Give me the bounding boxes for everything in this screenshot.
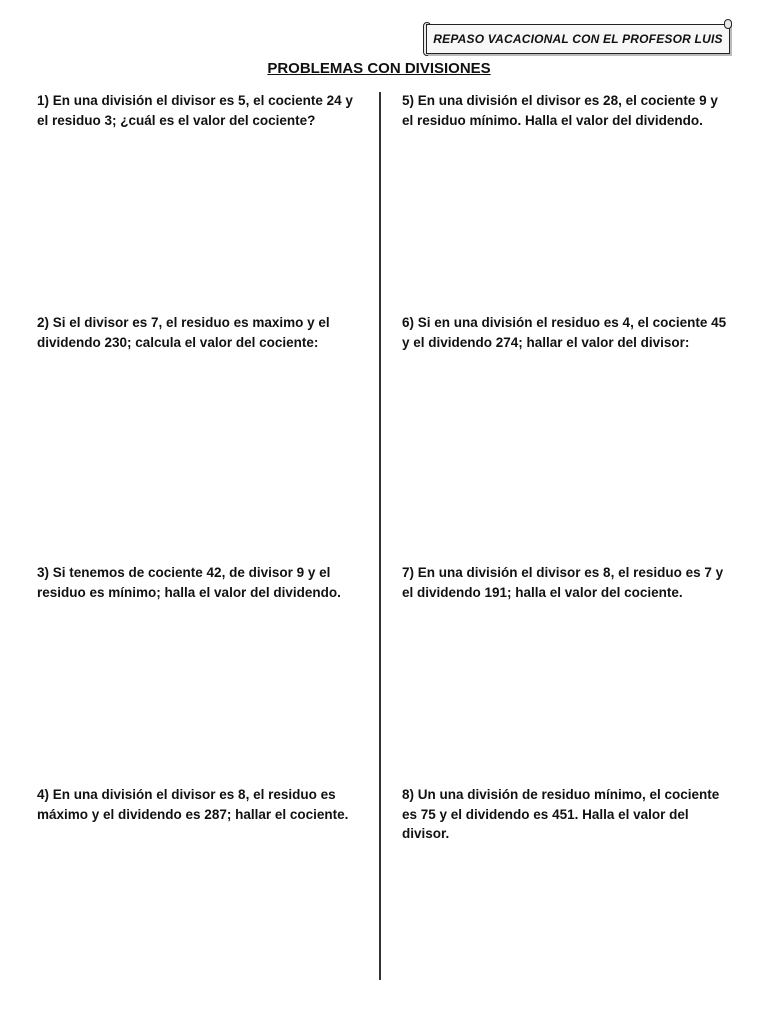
problem-4: 4) En una división el divisor es 8, el residuo es máximo y el dividendo es 287; hallar el cociente. [37, 787, 349, 822]
header-banner [426, 24, 730, 54]
problem-7: 7) En una división el divisor es 8, el residuo es 7 y el dividendo 191; halla el valor del cociente. [402, 565, 724, 600]
problem-2: 2) Si el divisor es 7, el residuo es maximo y el dividendo 230; calcula el valor del cociente: [37, 315, 330, 350]
problem-3: 3) Si tenemos de cociente 42, de divisor 9 y el residuo es mínimo; halla el valor del dividendo. [37, 565, 341, 600]
problem-1: 1) En una división el divisor es 5, el cociente 24 y el residuo 3; ¿cuál es el valor del cociente? [37, 93, 353, 128]
problem-6: 6) Si en una división el residuo es 4, el cociente 45 y el dividendo 274; hallar el valor del divisor: [402, 315, 727, 350]
problem-5: 5) En una división el divisor es 28, el cociente 9 y el residuo mínimo. Halla el valor del dividendo. [402, 93, 718, 128]
banner-text: REPASO VACACIONAL CON EL PROFESOR LUIS [433, 32, 723, 46]
page-title: PROBLEMAS CON DIVISIONES [267, 60, 491, 77]
column-divider [379, 92, 381, 980]
problem-8: 8) Un una división de residuo mínimo, el cociente es 75 y el dividendo es 451. Halla el valor del divisor. [402, 787, 720, 841]
banner-curl-right [724, 19, 732, 29]
